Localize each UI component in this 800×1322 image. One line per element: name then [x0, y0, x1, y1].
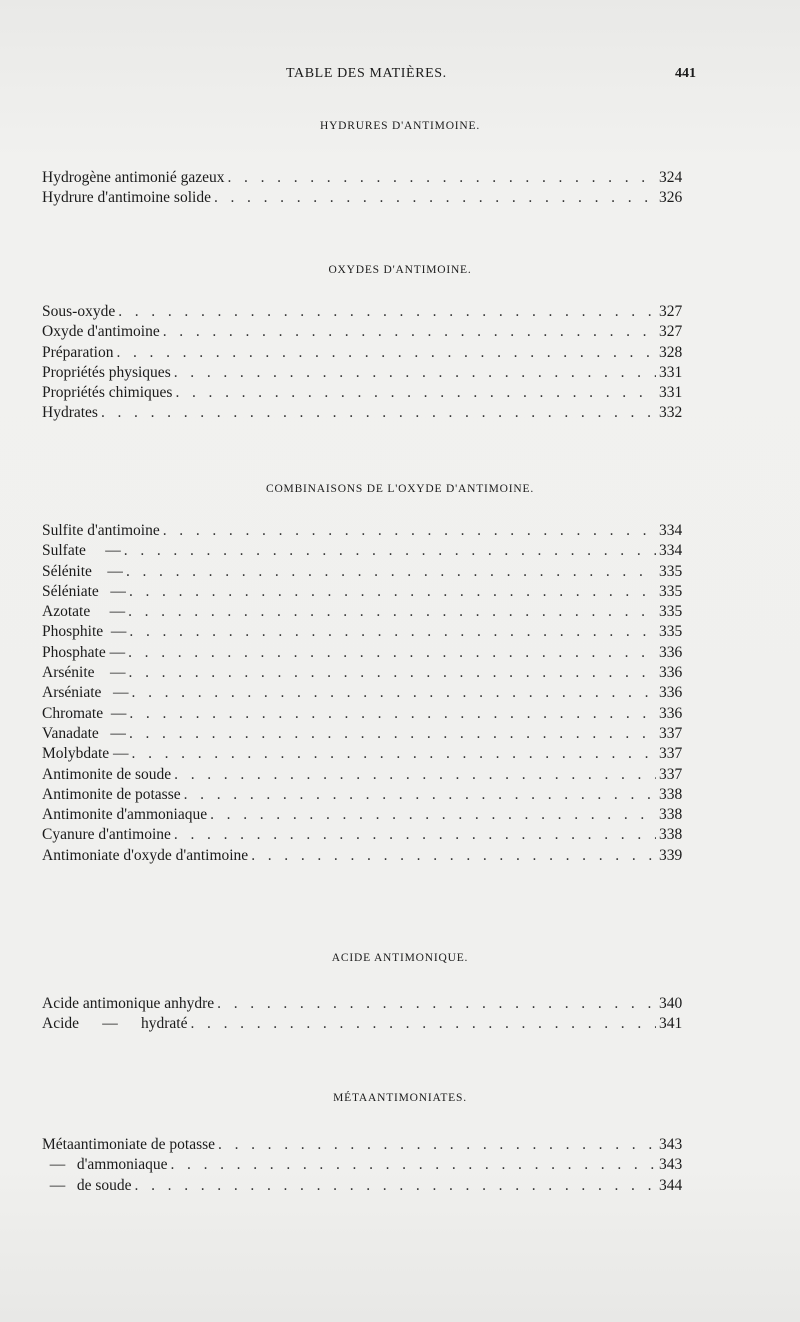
dot-leader — [128, 643, 656, 663]
entry-label: Sous-oxyde — [42, 303, 116, 320]
page-header — [0, 66, 800, 86]
dot-leader — [163, 322, 656, 342]
toc-entry — [42, 1135, 681, 1155]
entry-page: 328 — [659, 343, 683, 361]
toc-entry — [42, 785, 681, 805]
dot-leader — [175, 383, 656, 403]
toc-entry — [42, 302, 681, 322]
entry-page: 327 — [659, 323, 683, 341]
entry-label: — d'ammoniaque — [42, 1156, 168, 1174]
section-acide-antimonique — [0, 950, 800, 1035]
entry-page: 335 — [659, 562, 683, 580]
entry-page: 335 — [659, 623, 683, 641]
toc-entry — [42, 562, 681, 582]
entry-page: 337 — [659, 745, 683, 763]
running-title: TABLE DES MATIÈRES. — [286, 66, 447, 81]
dot-leader — [116, 343, 656, 363]
toc-entry — [42, 724, 681, 744]
section-title: COMBINAISONS DE L'OXYDE D'ANTIMOINE. — [265, 483, 535, 495]
dot-leader — [126, 562, 656, 582]
dot-leader — [184, 785, 656, 805]
toc-entry — [42, 704, 681, 724]
dot-leader — [217, 994, 656, 1014]
entry-page: 339 — [659, 846, 683, 864]
dot-leader — [129, 582, 656, 602]
toc-entry — [42, 521, 681, 541]
toc-entry — [42, 602, 681, 622]
entry-page: 338 — [659, 826, 683, 844]
entry-label: Sulfate — — [42, 542, 121, 560]
toc-entry — [42, 363, 681, 383]
toc-entry — [42, 663, 681, 683]
section-title: OXYDES D'ANTIMOINE. — [328, 264, 472, 276]
toc-entry — [42, 582, 681, 602]
page-number: 441 — [675, 66, 696, 81]
entry-label: Arséniate — — [42, 684, 129, 702]
entry-page: 337 — [659, 765, 683, 783]
section-combinaisons — [0, 481, 800, 866]
dot-leader — [124, 541, 656, 561]
entry-label: Acide antimonique anhydre — [42, 995, 215, 1012]
entry-page: 336 — [659, 664, 683, 682]
entry-page: 338 — [659, 785, 683, 803]
toc-entry — [42, 622, 681, 642]
toc-entry — [42, 683, 681, 703]
toc-entry — [42, 322, 681, 342]
dot-leader — [174, 363, 656, 383]
toc-entry — [42, 825, 681, 845]
entry-label: Arsénite — — [42, 664, 126, 682]
entry-label: Molybdate — — [42, 745, 129, 763]
dot-leader — [251, 846, 656, 866]
toc-entry — [42, 343, 681, 363]
toc-entries — [0, 302, 800, 424]
section-oxydes — [0, 262, 800, 424]
entry-label: Acide — hydraté — [42, 1015, 188, 1033]
entry-page: 326 — [659, 189, 683, 207]
entry-page: 335 — [659, 603, 683, 621]
dot-leader — [174, 765, 656, 785]
dot-leader — [228, 168, 657, 188]
dot-leader — [129, 724, 656, 744]
dot-leader — [174, 825, 656, 845]
toc-entry — [42, 188, 681, 208]
entry-page: 336 — [659, 643, 683, 661]
entry-page: 327 — [659, 303, 683, 320]
dot-leader — [129, 622, 656, 642]
dot-leader — [214, 188, 656, 208]
entry-page: 338 — [659, 806, 683, 824]
entry-label: Propriétés chimiques — [42, 384, 173, 402]
entry-page: 336 — [659, 704, 683, 722]
entry-label: Vanadate — — [42, 724, 126, 742]
entry-label: Azotate — — [42, 603, 126, 621]
toc-entries — [0, 521, 800, 866]
toc-entry — [42, 994, 681, 1014]
entry-page: 331 — [659, 363, 683, 381]
dot-leader — [128, 602, 656, 622]
entry-label: Cyanure d'antimoine — [42, 826, 171, 844]
dot-leader — [135, 1176, 656, 1196]
entry-label: Chromate — — [42, 704, 127, 722]
dot-leader — [129, 663, 656, 683]
dot-leader — [170, 1155, 656, 1175]
entry-page: 332 — [659, 404, 683, 422]
entry-page: 334 — [659, 542, 683, 560]
toc-entry — [42, 383, 681, 403]
toc-entries — [0, 168, 800, 209]
section-hydrures — [0, 118, 800, 209]
toc-entry — [42, 643, 681, 663]
toc-entries — [0, 1135, 800, 1196]
entry-page: 341 — [659, 1015, 683, 1033]
toc-entry — [42, 1176, 681, 1196]
entry-page: 344 — [659, 1176, 683, 1194]
entry-label: Oxyde d'antimoine — [42, 323, 160, 341]
entry-label: Hydrates — [42, 404, 98, 422]
entry-page: 337 — [659, 724, 683, 742]
dot-leader — [129, 704, 656, 724]
entry-page: 343 — [659, 1136, 683, 1153]
entry-label: Métaantimoniate de potasse — [42, 1136, 216, 1153]
entry-label: Hydrure d'antimoine solide — [42, 189, 211, 207]
toc-entry — [42, 403, 681, 423]
entry-page: 343 — [659, 1156, 683, 1174]
dot-leader — [132, 744, 656, 764]
entry-label: — de soude — [42, 1176, 132, 1194]
entry-page: 340 — [659, 995, 683, 1012]
dot-leader — [191, 1014, 657, 1034]
entry-page: 324 — [659, 169, 683, 186]
entry-label: Sulfite d'antimoine — [42, 522, 160, 539]
section-title: HYDRURES D'ANTIMOINE. — [319, 120, 481, 132]
toc-entry — [42, 168, 681, 188]
entry-label: Antimoniate d'oxyde d'antimoine — [42, 846, 249, 864]
entry-label: Hydrogène antimonié gazeux — [42, 169, 225, 186]
toc-entries — [0, 994, 800, 1035]
toc-entry — [42, 744, 681, 764]
toc-entry — [42, 1155, 681, 1175]
entry-label: Propriétés physiques — [42, 363, 171, 381]
dot-leader — [210, 805, 656, 825]
dot-leader — [118, 302, 656, 322]
entry-label: Préparation — [42, 343, 114, 361]
section-title: ACIDE ANTIMONIQUE. — [331, 952, 469, 964]
section-title: MÉTAANTIMONIATES. — [333, 1092, 467, 1104]
toc-entry — [42, 1014, 681, 1034]
toc-entry — [42, 541, 681, 561]
entry-page: 336 — [659, 684, 683, 702]
dot-leader — [218, 1135, 656, 1155]
dot-leader — [163, 521, 656, 541]
entry-page: 335 — [659, 582, 683, 600]
dot-leader — [101, 403, 656, 423]
toc-entry — [42, 805, 681, 825]
entry-label: Antimonite de soude — [42, 765, 172, 783]
toc-entry — [42, 765, 681, 785]
entry-label: Phosphite — — [42, 623, 127, 641]
toc-entry — [42, 846, 681, 866]
entry-label: Phosphate — — [42, 643, 126, 661]
dot-leader — [132, 683, 656, 703]
section-metaantimoniates — [0, 1090, 800, 1196]
entry-label: Antimonite d'ammoniaque — [42, 806, 208, 824]
entry-label: Séléniate — — [42, 582, 126, 600]
entry-page: 331 — [659, 384, 683, 402]
entry-page: 334 — [659, 522, 683, 539]
entry-label: Sélénite — — [42, 562, 123, 580]
entry-label: Antimonite de potasse — [42, 785, 181, 803]
